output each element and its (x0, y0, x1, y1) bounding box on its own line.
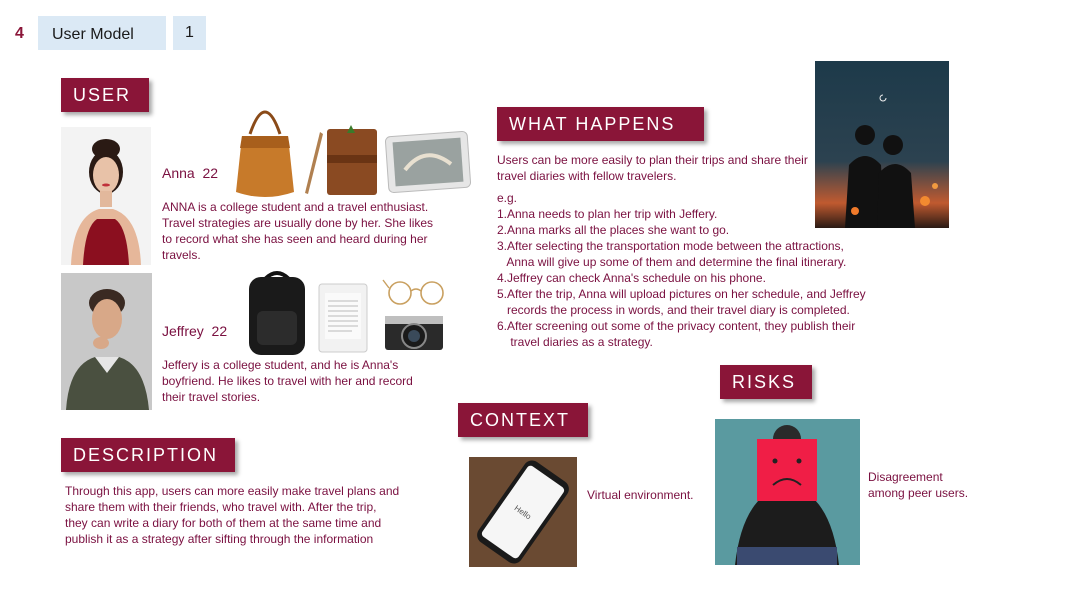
phone-photo (469, 457, 577, 567)
intro-line: travel diaries with fellow travelers. (497, 169, 677, 183)
eg-label: e.g. (497, 191, 518, 205)
step-line: 6.After screening out some of the privacy content, they publish their (497, 319, 856, 333)
description-line: share them with their friends, who travel with. After the trip, (65, 500, 377, 514)
step-line: 1.Anna needs to plan her trip with Jeffery. (497, 207, 718, 221)
jeffrey-name: Jeffrey (162, 323, 204, 339)
couple-photo (815, 61, 949, 228)
anna-name: Anna (162, 165, 195, 181)
camera-image (384, 310, 444, 352)
anna-age: 22 (202, 165, 219, 181)
anna-bio-line: ANNA is a college student and a travel enthusiast. (162, 200, 429, 214)
step-line: 2.Anna marks all the places she want to go. (497, 223, 730, 237)
glasses-image (382, 276, 450, 306)
jeffrey-bio (162, 357, 452, 405)
pen-image (303, 130, 325, 196)
step-line: 5.After the trip, Anna will upload pictures on her schedule, and Jeffrey (497, 287, 866, 301)
page-title: User Model (38, 16, 166, 50)
risks-line: Disagreement (868, 470, 943, 484)
context-text: Virtual environment. (587, 488, 694, 502)
step-line: travel diaries as a strategy. (497, 335, 653, 349)
risks-text (868, 469, 968, 501)
tablet-image (385, 130, 471, 194)
sad-sign-photo (715, 419, 860, 565)
description-text (65, 483, 425, 547)
anna-bio (162, 199, 452, 263)
risks-heading: RISKS (720, 365, 812, 399)
jeffrey-bio-line: their travel stories. (162, 390, 261, 404)
slide-number: 4 (15, 25, 24, 42)
context-heading: CONTEXT (458, 403, 588, 437)
step-line: Anna will give up some of them and determine the final itinerary. (497, 255, 847, 269)
anna-bio-line: travels. (162, 248, 201, 262)
jeffrey-photo (61, 273, 152, 410)
anna-name-age (162, 165, 218, 181)
step-line: 3.After selecting the transportation mode between the attractions, (497, 239, 844, 253)
page-number: 1 (173, 16, 206, 50)
jeffrey-bio-line: Jeffery is a college student, and he is Anna's (162, 358, 399, 372)
what-happens-intro (497, 152, 817, 184)
intro-line: Users can be more easily to plan their trips and share their (497, 153, 808, 167)
description-line: Through this app, users can more easily make travel plans and (65, 484, 400, 498)
jeffrey-age: 22 (211, 323, 228, 339)
description-heading: DESCRIPTION (61, 438, 235, 472)
step-line: 4.Jeffrey can check Anna's schedule on his phone. (497, 271, 766, 285)
anna-bio-line: Travel strategies are usually done by her. She likes (162, 216, 434, 230)
description-line: they can write a diary for both of them at the same time and (65, 516, 382, 530)
jeffrey-name-age (162, 323, 227, 339)
anna-photo (61, 127, 151, 265)
backpack-image (243, 267, 311, 357)
ebook-reader-image (318, 283, 368, 353)
notebook-image (325, 125, 379, 197)
phone-screen-text: Hello (512, 503, 533, 522)
step-line: records the process in words, and their travel diary is completed. (497, 303, 850, 317)
bag-image (232, 96, 298, 200)
what-happens-heading: WHAT HAPPENS (497, 107, 704, 141)
description-line: publish it as a strategy after sifting through the information (65, 532, 374, 546)
risks-line: among peer users. (868, 486, 969, 500)
jeffrey-bio-line: boyfriend. He likes to travel with her and record (162, 374, 413, 388)
user-heading: USER (61, 78, 149, 112)
anna-bio-line: to record what she has seen and heard during her (162, 232, 428, 246)
